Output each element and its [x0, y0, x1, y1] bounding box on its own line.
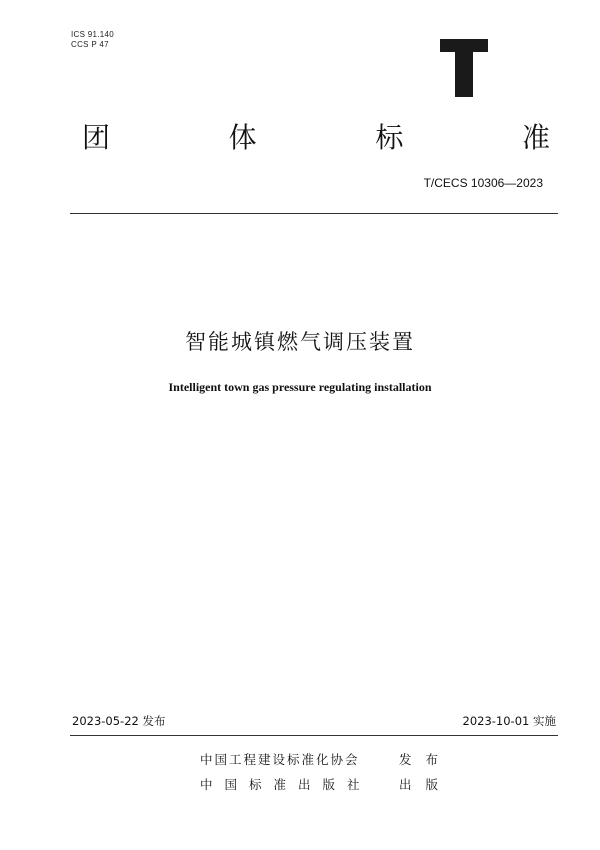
- document-title-en: Intelligent town gas pressure regulating installation: [168, 380, 432, 394]
- implement-date: 2023-10-01 实施: [462, 714, 556, 728]
- standard-number: T/CECS 10306—2023: [423, 176, 543, 190]
- publisher-role: 出版: [399, 777, 453, 792]
- ics-code: ICS 91.140: [71, 30, 115, 39]
- issue-date: 2023-05-22 发布: [72, 714, 166, 728]
- ccs-code: CCS P 47: [71, 40, 109, 49]
- standard-type-char: 标: [375, 121, 404, 154]
- category-letter-logo: [440, 39, 488, 97]
- classification-codes: [71, 30, 114, 50]
- publisher-name: 中国标准出版社: [200, 777, 372, 792]
- publisher-name: 中国工程建设标准化协会: [200, 752, 360, 767]
- document-title-cn: 智能城镇燃气调压装置: [185, 330, 415, 354]
- standard-type-char: 体: [228, 121, 257, 154]
- publisher-role: 发布: [399, 752, 453, 767]
- standard-type-char: 团: [82, 121, 111, 154]
- standard-type-heading: [82, 120, 550, 156]
- footer-divider: [70, 735, 558, 736]
- standard-type-char: 准: [521, 121, 550, 154]
- header-divider: [70, 213, 558, 214]
